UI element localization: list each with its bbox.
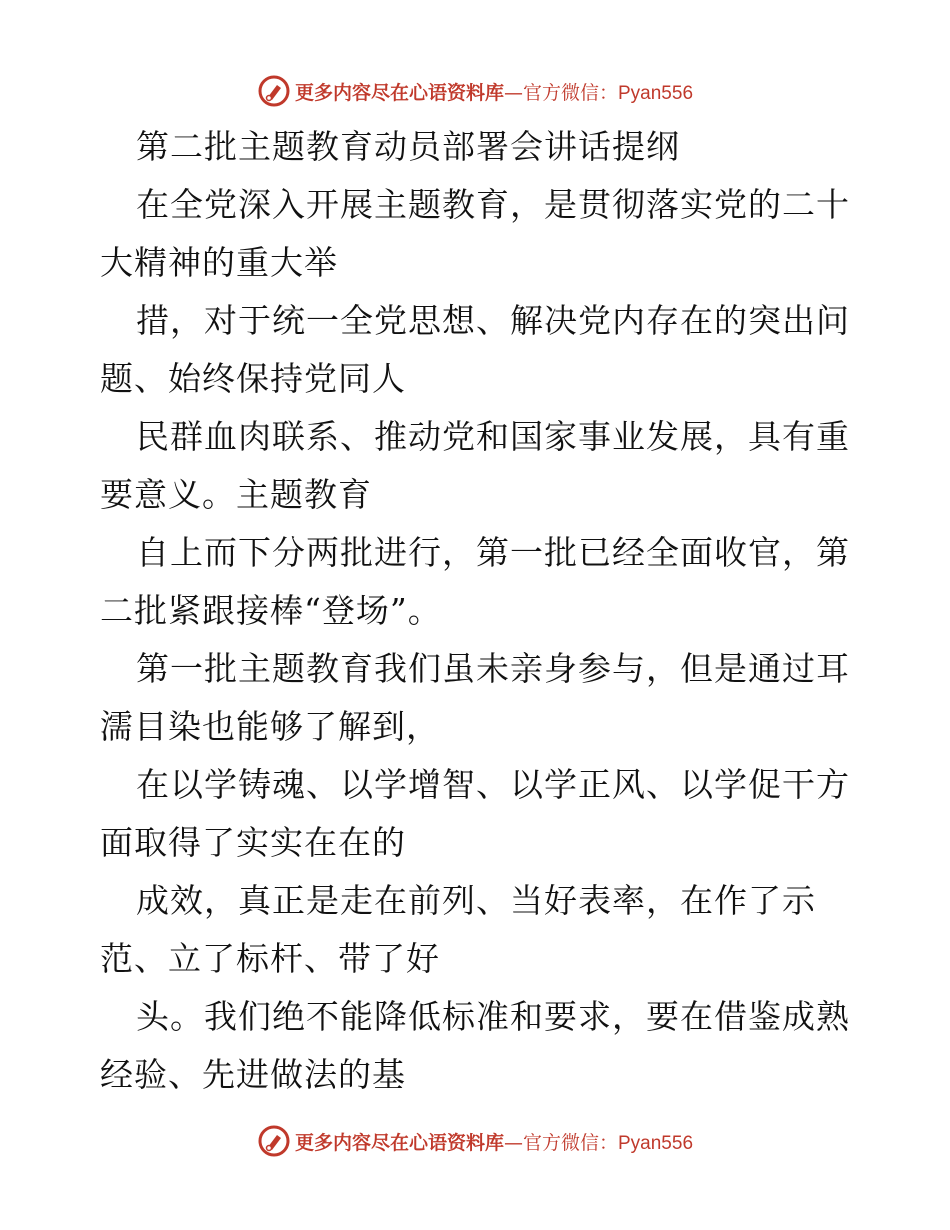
watermark-brand: 更多内容尽在心语资料库	[294, 1131, 504, 1154]
doc-line: 在全党深入开展主题教育，是贯彻落实党的二十	[136, 185, 850, 224]
watermark-text	[295, 78, 693, 105]
doc-line: 二批紧跟接棒“登场”。	[100, 591, 442, 630]
watermark-handle: Pyan556	[618, 1132, 694, 1154]
doc-line: 要意义。主题教育	[100, 475, 372, 514]
pen-nib-logo-icon	[257, 1124, 291, 1158]
doc-line: 第一批主题教育我们虽未亲身参与，但是通过耳	[136, 649, 850, 688]
watermark-official: 官方微信：	[522, 81, 618, 104]
doc-line: 自上而下分两批进行，第一批已经全面收官，第	[136, 533, 850, 572]
watermark-brand: 更多内容尽在心语资料库	[294, 81, 504, 104]
watermark-dash: —	[503, 81, 523, 104]
doc-line: 大精神的重大举	[100, 243, 338, 282]
watermark-official: 官方微信：	[522, 1131, 618, 1154]
doc-line: 濡目染也能够了解到，	[100, 707, 440, 746]
footer-watermark	[0, 1121, 950, 1161]
doc-line: 面取得了实实在在的	[100, 823, 406, 862]
doc-line: 措，对于统一全党思想、解决党内存在的突出问	[136, 301, 850, 340]
watermark-dash: —	[503, 1131, 523, 1154]
doc-line: 头。我们绝不能降低标准和要求，要在借鉴成熟	[136, 997, 850, 1036]
doc-line: 民群血肉联系、推动党和国家事业发展，具有重	[136, 417, 850, 456]
doc-line: 经验、先进做法的基	[100, 1055, 406, 1094]
watermark-handle: Pyan556	[618, 82, 694, 104]
doc-line: 范、立了标杆、带了好	[100, 939, 440, 978]
doc-line: 在以学铸魂、以学增智、以学正风、以学促干方	[136, 765, 850, 804]
document-body	[100, 118, 852, 1104]
doc-line: 成效，真正是走在前列、当好表率，在作了示	[136, 881, 816, 920]
watermark-text	[295, 1128, 693, 1155]
doc-title: 第二批主题教育动员部署会讲话提纲	[136, 127, 680, 166]
pen-nib-logo-icon	[257, 74, 291, 108]
doc-line: 题、始终保持党同人	[100, 359, 406, 398]
header-watermark	[0, 71, 950, 111]
